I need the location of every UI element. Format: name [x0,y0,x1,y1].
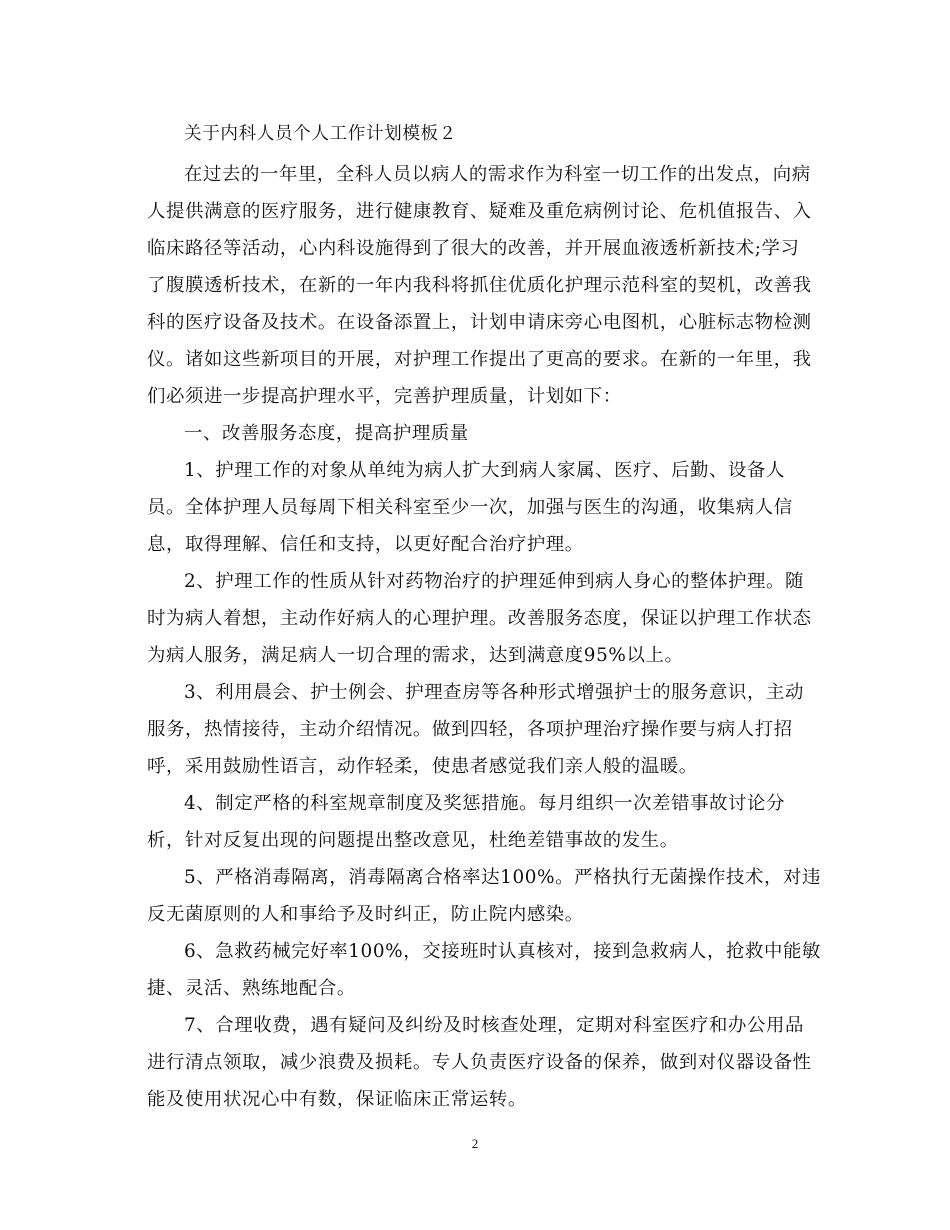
paragraph-first-line: 4、制定严格的科室规章制度及奖惩措施。每月组织一次差错事故讨论分 [184,793,786,814]
paragraph [147,674,809,785]
paragraph-line: 了腹膜透析技术，在新的一年内我科将抓住优质化护理示范科室的契机，改善我 [147,275,812,296]
paragraph [147,785,809,859]
paragraph-line: 临床路径等活动，心内科设施得到了很大的改善，并开展血液透析新技术;学习 [147,238,800,259]
paragraph-first-line: 2、护理工作的性质从针对药物治疗的护理延伸到病人身心的整体护理。随 [184,571,805,592]
page-number: 2 [471,1136,479,1151]
paragraph-line: 仪。诸如这些新项目的开展，对护理工作提出了更高的要求。在新的一年里，我 [147,349,812,370]
paragraph-line: 员。全体护理人员每周下相关科室至少一次，加强与医生的沟通，收集病人信 [147,497,793,518]
paragraph-line: 人提供满意的医疗服务，进行健康教育、疑难及重危病例讨论、危机值报告、入 [147,201,812,222]
paragraph-first-line: 一、改善服务态度，提高护理质量 [184,423,469,444]
paragraph [147,156,812,415]
paragraph-line: 析，针对反复出现的问题提出整改意见，杜绝差错事故的发生。 [147,830,679,851]
paragraph [147,1007,812,1118]
paragraph-first-line: 7、合理收费，遇有疑问及纠纷及时核查处理，定期对科室医疗和办公用品 [184,1015,805,1036]
document-body [147,116,821,1118]
paragraph-line: 息，取得理解、信任和支持，以更好配合治疗护理。 [147,534,584,555]
paragraph-line: 时为病人着想，主动作好病人的心理护理。改善服务态度，保证以护理工作状态 [147,608,812,629]
paragraph-first-line: 1、护理工作的对象从单纯为病人扩大到病人家属、医疗、后勤、设备人 [184,460,786,481]
paragraph [147,415,809,452]
document-title: 关于内科人员个人工作计划模板２ [184,124,457,144]
paragraph-line: 进行清点领取，减少浪费及损耗。专人负责医疗设备的保养，做到对仪器设备性 [147,1052,812,1073]
paragraph-line: 呼，采用鼓励性语言，动作轻柔，使患者感觉我们亲人般的温暖。 [147,756,698,777]
paragraph-first-line: 5、严格消毒隔离，消毒隔离合格率达100%。严格执行无菌操作技术，对违 [184,867,821,888]
paragraph-line: 科的医疗设备及技术。在设备添置上，计划申请床旁心电图机，心脏标志物检测 [147,312,812,333]
paragraph-first-line: 6、急救药械完好率100%，交接班时认真核对，接到急救病人，抢救中能敏 [184,941,821,962]
paragraph [147,452,809,563]
paragraph [147,563,812,674]
paragraph-first-line: 在过去的一年里，全科人员以病人的需求作为科室一切工作的出发点，向病 [184,164,811,185]
paragraph-line: 捷、灵活、熟练地配合。 [147,978,356,999]
paragraph-line: 为病人服务，满足病人一切合理的需求，达到满意度95%以上。 [147,645,684,666]
paragraph-line: 服务，热情接待，主动介绍情况。做到四轻，各项护理治疗操作要与病人打招 [147,719,793,740]
paragraph-line: 反无菌原则的人和事给予及时纠正，防止院内感染。 [147,904,584,925]
paragraph [147,859,821,933]
paragraph-line: 能及使用状况心中有数，保证临床正常运转。 [147,1089,527,1110]
paragraph-first-line: 3、利用晨会、护士例会、护理查房等各种形式增强护士的服务意识，主动 [184,682,805,703]
paragraph [147,933,821,1007]
paragraph-list [147,156,821,1118]
paragraph-line: 们必须进一步提高护理水平，完善护理质量，计划如下： [147,386,622,407]
